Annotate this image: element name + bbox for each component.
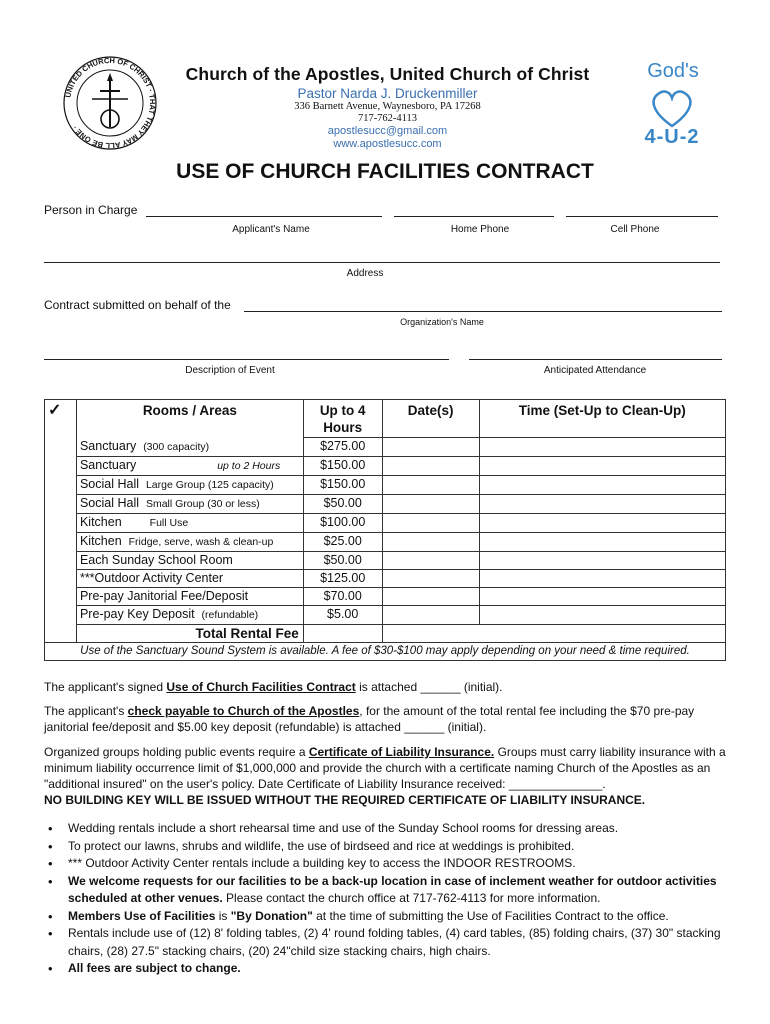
rooms-fee-table [44, 399, 726, 661]
row-checkbox[interactable] [45, 532, 77, 551]
row-checkbox[interactable] [45, 605, 77, 624]
room-name: Sanctuary [79, 457, 137, 472]
total-label: Total Rental Fee [76, 624, 303, 642]
room-price: $50.00 [303, 494, 382, 513]
date-cell[interactable] [382, 438, 479, 457]
total-row [45, 624, 726, 642]
row-checkbox[interactable] [45, 587, 77, 605]
logo-gods-text: God's [647, 60, 699, 82]
total-checkbox [45, 624, 77, 642]
page-title: USE OF CHURCH FACILITIES CONTRACT [176, 160, 594, 183]
table-row [45, 513, 726, 532]
svg-text:UNITED CHURCH OF CHRIST · THAT: UNITED CHURCH OF CHRIST · THAT THEY MAY ALL BE ONE · [63, 55, 158, 151]
table-row [45, 605, 726, 624]
room-price: $100.00 [303, 513, 382, 532]
on-behalf-label: Contract submitted on behalf of the [44, 298, 231, 312]
list-item: • To protect our lawns, shrubs and wildlife, the use of birdseed and rice at weddings is prohibited. [44, 838, 734, 856]
room-name: Kitchen [79, 514, 122, 529]
room-price: $70.00 [303, 587, 382, 605]
room-price: $150.00 [303, 456, 382, 475]
room-name: Social Hall [79, 476, 140, 491]
list-item: • We welcome requests for our facilities to be a back-up location in case of inclement weather for outdoor activities scheduled at other venues. Please contact the church office at 717-762-4113 for more information. [44, 873, 734, 908]
time-cell[interactable] [479, 513, 725, 532]
empty-cell [382, 624, 479, 642]
time-cell[interactable] [479, 605, 725, 624]
empty-cell [479, 624, 725, 642]
home-phone-field[interactable] [394, 216, 554, 217]
church-email-link[interactable]: apostlesucc@gmail.com [327, 125, 448, 137]
time-cell[interactable] [479, 587, 725, 605]
room-note: Full Use [149, 516, 189, 529]
sound-system-note: Use of the Sanctuary Sound System is available. A fee of $30-$100 may apply depending on your need & time required. [45, 642, 726, 660]
room-name: Sanctuary [79, 438, 137, 453]
date-cell[interactable] [382, 456, 479, 475]
attendance-field[interactable] [469, 359, 722, 360]
date-cell[interactable] [382, 494, 479, 513]
room-name: Kitchen [79, 533, 122, 548]
cell-phone-field[interactable] [566, 216, 718, 217]
address-caption: Address [346, 268, 384, 279]
room-price: $5.00 [303, 605, 382, 624]
church-website-link[interactable]: www.apostlesucc.com [333, 138, 442, 150]
table-row [45, 475, 726, 494]
church-phone: 717-762-4113 [357, 113, 418, 124]
person-in-charge-label: Person in Charge [44, 203, 138, 217]
check-column-header: ✓ [45, 400, 77, 438]
room-price: $50.00 [303, 551, 382, 569]
room-price: $25.00 [303, 532, 382, 551]
time-cell[interactable] [479, 532, 725, 551]
table-row [45, 456, 726, 475]
total-amount-cell[interactable] [303, 624, 382, 642]
room-name: Pre-pay Key Deposit [79, 606, 195, 621]
time-cell[interactable] [479, 551, 725, 569]
hours-column-header: Up to 4 Hours [303, 400, 382, 438]
home-phone-caption: Home Phone [450, 224, 510, 235]
room-note: (refundable) [201, 608, 259, 621]
table-row [45, 551, 726, 569]
date-cell[interactable] [382, 475, 479, 494]
row-checkbox[interactable] [45, 475, 77, 494]
applicant-name-caption: Applicant's Name [232, 224, 310, 235]
row-checkbox[interactable] [45, 456, 77, 475]
date-cell[interactable] [382, 551, 479, 569]
room-name: ***Outdoor Activity Center [79, 570, 224, 585]
attendance-caption: Anticipated Attendance [543, 365, 647, 376]
paragraph-contract-attached: The applicant's signed Use of Church Facilities Contract is attached ______ (initial). [44, 680, 503, 694]
date-cell[interactable] [382, 605, 479, 624]
time-column-header: Time (Set-Up to Clean-Up) [479, 400, 725, 438]
row-checkbox[interactable] [45, 513, 77, 532]
room-note: Small Group (30 or less) [145, 497, 260, 510]
pastor-name: Pastor Narda J. Druckenmiller [297, 86, 478, 101]
row-checkbox[interactable] [45, 438, 77, 457]
church-name: Church of the Apostles, United Church of Christ [185, 64, 590, 84]
row-checkbox[interactable] [45, 551, 77, 569]
date-cell[interactable] [382, 532, 479, 551]
rooms-column-header: Rooms / Areas [76, 400, 303, 438]
heart-icon [648, 86, 696, 130]
room-price: $125.00 [303, 569, 382, 587]
row-checkbox[interactable] [45, 494, 77, 513]
room-price: $275.00 [303, 438, 382, 457]
room-note: Fridge, serve, wash & clean-up [128, 535, 274, 548]
date-cell[interactable] [382, 513, 479, 532]
table-row [45, 569, 726, 587]
dates-column-header: Date(s) [382, 400, 479, 438]
date-cell[interactable] [382, 587, 479, 605]
room-note: (300 capacity) [143, 440, 210, 453]
list-item: • *** Outdoor Activity Center rentals include a building key to access the INDOOR RESTROOMS. [44, 855, 734, 873]
paragraph-liability-insurance: Organized groups holding public events require a Certificate of Liability Insurance. Groups must carry liability insurance with a minimum liability occurrence limit of $1,000,000 and provide the church with a certificate naming Church of the Apostles as an "additional insured" on the user's policy. Date Certificate of Liability Insurance received: ______________. NO BUILDING KEY WILL BE ISSUED WITHOUT THE REQUIRED CERTIFICATE OF LIABILITY INSURANCE. [44, 745, 726, 807]
time-cell[interactable] [479, 475, 725, 494]
time-cell[interactable] [479, 438, 725, 457]
event-description-caption: Description of Event [185, 365, 275, 376]
organization-name-caption: Organization's Name [400, 317, 484, 327]
applicant-name-field[interactable] [146, 216, 382, 217]
room-name: Each Sunday School Room [79, 552, 233, 567]
table-row [45, 587, 726, 605]
time-cell[interactable] [479, 494, 725, 513]
row-checkbox[interactable] [45, 569, 77, 587]
time-cell[interactable] [479, 456, 725, 475]
table-row [45, 532, 726, 551]
organization-name-field[interactable] [244, 311, 722, 312]
rental-notes-list [44, 820, 734, 978]
table-row [45, 494, 726, 513]
list-item: • All fees are subject to change. [44, 960, 734, 978]
church-address: 336 Barnett Avenue, Waynesboro, PA 17268 [294, 101, 481, 112]
room-price: $150.00 [303, 475, 382, 494]
logo-4u2-text: 4-U-2 [644, 126, 700, 148]
event-description-field[interactable] [44, 359, 449, 360]
room-name: Pre-pay Janitorial Fee/Deposit [79, 588, 249, 603]
list-item: • Wedding rentals include a short rehearsal time and use of the Sunday School rooms for dressing areas. [44, 820, 734, 838]
cell-phone-caption: Cell Phone [610, 224, 660, 235]
list-item: • Members Use of Facilities is "By Donation" at the time of submitting the Use of Facilities Contract to the office. [44, 908, 734, 926]
ucc-seal-logo [62, 55, 158, 151]
address-field[interactable] [44, 262, 720, 263]
room-note: up to 2 Hours [217, 459, 281, 472]
room-name: Social Hall [79, 495, 140, 510]
date-cell[interactable] [382, 569, 479, 587]
room-note: Large Group (125 capacity) [145, 478, 274, 491]
paragraph-check-payable: The applicant's check payable to Church of the Apostles, for the amount of the total rental fee including the $70 pre-pay janitorial fee/deposit and $5.00 key deposit (refundable) is attached ______ (initial). [44, 704, 695, 734]
time-cell[interactable] [479, 569, 725, 587]
list-item: • Rentals include use of (12) 8' folding tables, (2) 4' round folding tables, (4) card tables, (85) folding chairs, (37) 30" stacking chairs, (28) 27.5" stacking chairs, (20) 24"child size stacking chairs, high chairs. [44, 925, 734, 960]
table-row [45, 438, 726, 457]
